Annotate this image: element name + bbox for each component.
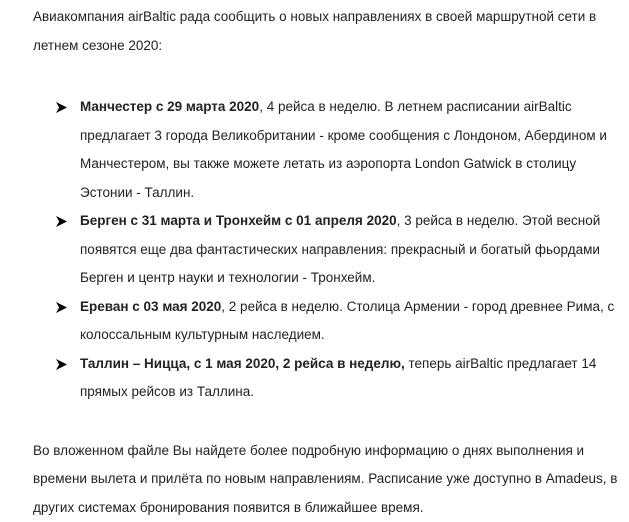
- list-item-yerevan: [33, 293, 625, 350]
- outro-paragraph: Во вложенном файле Вы найдете более подробную информацию о днях выполнения и времени вылета и прилёта по новым направлениям. Расписание уже доступно в Amadeus, в других системах бронирования появится в ближайшее время.: [33, 437, 625, 522]
- document-body: [33, 3, 625, 522]
- routes-list: [33, 93, 625, 407]
- arrowhead-bullet-icon: [56, 302, 67, 313]
- route-description: , 4 рейса в неделю. В летнем расписании airBaltic предлагает 3 города Великобритании - кроме сообщения с Лондоном, Абердином и Манчестером, вы также можете летать из аэропорта London Gatwick в столицу Эстонии - Таллин.: [80, 99, 607, 200]
- route-description: , 2 рейса в неделю. Столица Армении - город древнее Рима, с колоссальным культурным наследием.: [80, 299, 614, 343]
- arrowhead-bullet-icon: [56, 216, 67, 227]
- list-item-tallinn-nice: [33, 350, 625, 407]
- route-description: теперь airBaltic предлагает 14 прямых рейсов из Таллина.: [80, 356, 596, 400]
- route-title: Манчестер с 29 марта 2020: [80, 99, 259, 114]
- arrowhead-bullet-icon: [56, 102, 67, 113]
- arrowhead-bullet-icon: [56, 359, 67, 370]
- list-item-manchester: [33, 93, 625, 207]
- route-title: Ереван с 03 мая 2020: [80, 299, 221, 314]
- route-description: , 3 рейса в неделю. Этой весной появятся еще два фантастических направления: прекрасный и богатый фьордами Берген и центр науки и технологии - Тронхейм.: [80, 213, 600, 285]
- route-title: Берген с 31 марта и Тронхейм с 01 апреля 2020: [80, 213, 397, 228]
- route-title: Таллин – Ницца, с 1 мая 2020, 2 рейса в неделю,: [80, 356, 405, 371]
- list-item-bergen-trondheim: [33, 207, 625, 293]
- intro-paragraph: Авиакомпания airBaltic рада сообщить о новых направлениях в своей маршрутной сети в летнем сезоне 2020:: [33, 3, 625, 60]
